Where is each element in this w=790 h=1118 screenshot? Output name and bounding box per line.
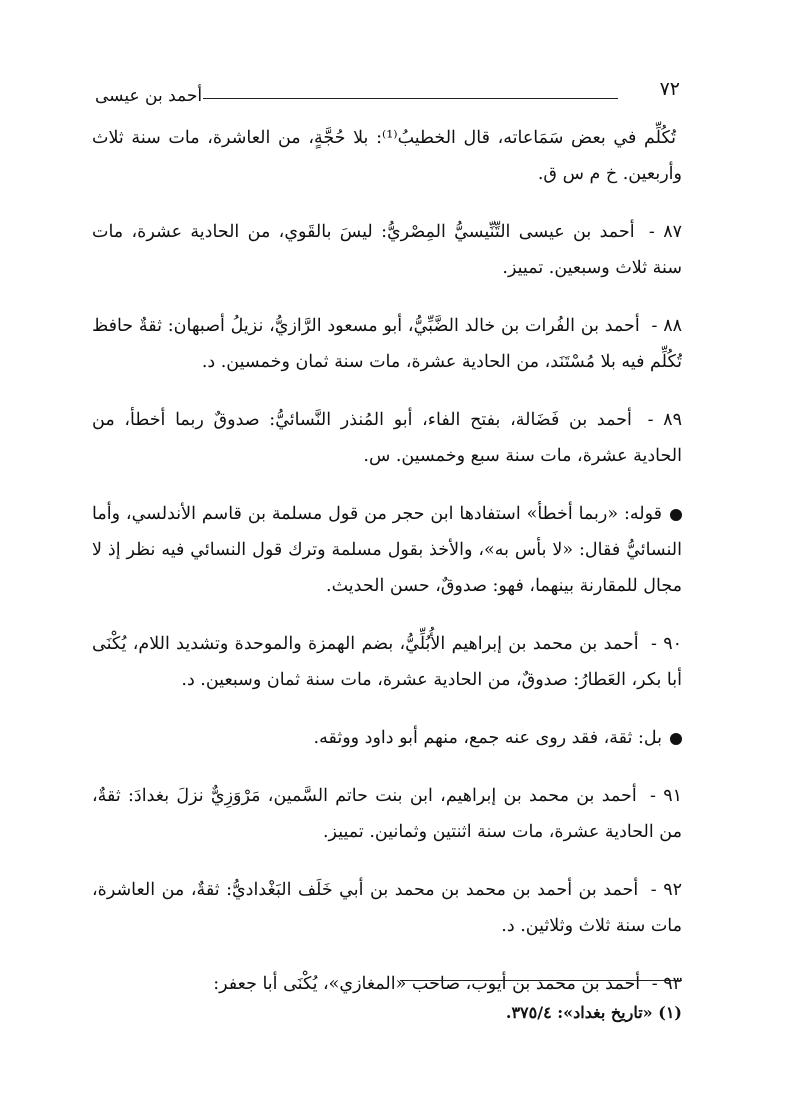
- entry-number: [676, 128, 682, 148]
- commentary-90: [92, 720, 682, 756]
- footnote: (١) «تاريخ بغداد»: ٣٧٥/٤.: [505, 1003, 682, 1022]
- entry-text: أحمد بن عيسى التِّنِّيسيُّ المِصْريُّ: ليسَ بالقَوي، من الحادية عشرة، مات سنة ثلاث وسبعين. تمييز.: [92, 222, 682, 278]
- entry-text: تُكُلِّم في بعض سَمَاعاته، قال الخطيبُ⁽¹⁾: بلا حُجَّةٍ، من العاشرة، مات سنة ثلاث وأربعين. خ م س ق.: [92, 128, 682, 184]
- running-header: [95, 78, 680, 108]
- commentary-89: [92, 496, 682, 604]
- entry-text: أحمد بن محمد بن أيوب، صاحب «المغازي»، يُكْنَى أبا جعفر:: [213, 974, 641, 994]
- body-text: [92, 120, 682, 1024]
- bullet-icon: [670, 733, 682, 745]
- bullet-icon: [670, 509, 682, 521]
- entry-text: أحمد بن أحمد بن محمد بن محمد بن أبي خَلَف البَغْداديُّ: ثقةٌ، من العاشرة، مات سنة ثلاث وثلاثين. د.: [92, 880, 682, 936]
- page-number: ٧٢: [659, 78, 680, 100]
- entry-number: ٩٢ -: [644, 880, 682, 900]
- entry-89: [92, 402, 682, 474]
- entry-text: أحمد بن محمد بن إبراهيم، ابن بنت حاتم السَّمين، مَرْوَزِيٌّ نزلَ بغدادَ: ثقةٌ، من الحادية عشرة، مات سنة اثنتين وثمانين. تمييز.: [92, 786, 682, 842]
- entry-91: [92, 778, 682, 850]
- entry-87: [92, 214, 682, 286]
- entry-number: ٨٧ -: [640, 222, 682, 242]
- entry-number: ٨٨ -: [645, 316, 682, 336]
- entry-text: قوله: «ربما أخطأ» استفادها ابن حجر من قول مسلمة بن قاسم الأندلسي، وأما النسائيُّ فقال: «لا بأس به»، والأخذ بقول مسلمة وترك قول النسائي فيه نظر إذ لا مجال للمقارنة بينهما، فهو: صدوقٌ، حسن الحديث.: [92, 504, 682, 596]
- entry-number: ٩٠ -: [644, 634, 682, 654]
- entry-text: أحمد بن محمد بن إبراهيم الأُبُلِّيُّ، بضم الهمزة والموحدة وتشديد اللام، يُكْنَى أبا بكر، العَطارُ: صدوقٌ، من الحادية عشرة، مات سنة ثمان وسبعين. د.: [92, 634, 682, 690]
- running-title: أحمد بن عيسى: [95, 86, 203, 106]
- entry-90: [92, 626, 682, 698]
- entry-number: ٨٩ -: [637, 410, 682, 430]
- entry-92: [92, 872, 682, 944]
- entry-93: [92, 966, 682, 1002]
- entry-continuation: [92, 120, 682, 192]
- header-rule: [203, 98, 618, 99]
- entry-number: ٩٣ -: [646, 974, 682, 994]
- entry-number: ٩١ -: [642, 786, 682, 806]
- footnote-rule: [400, 980, 682, 981]
- entry-text: بل: ثقة، فقد روى عنه جمع، منهم أبو داود ووثقه.: [313, 728, 662, 748]
- entry-88: [92, 308, 682, 380]
- entry-text: أحمد بن الفُرات بن خالد الضَّبِّيُّ، أبو مسعود الرَّازيُّ، نزيلُ أصبهان: ثقةٌ حافظ تُكُلِّم فيه بلا مُسْتَنَد، من الحادية عشرة، مات سنة ثمان وخمسين. د.: [92, 316, 682, 372]
- entry-text: أحمد بن فَضَالة، بفتح الفاء، أبو المُنذر النَّسائيُّ: صدوقٌ ربما أخطأ، من الحادية عشرة، مات سنة سبع وخمسين. س.: [92, 410, 682, 466]
